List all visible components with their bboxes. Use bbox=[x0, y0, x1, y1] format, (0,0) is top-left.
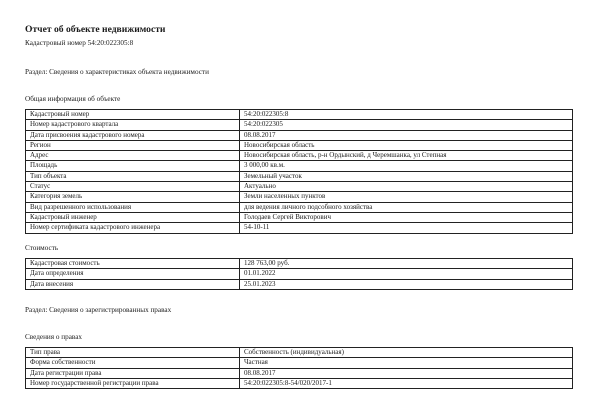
row-value: Новосибирская область, р-н Ордынский, д Черемшанка, ул Степная bbox=[240, 151, 573, 161]
cost-table bbox=[25, 258, 573, 290]
row-value: для ведения личного подсобного хозяйства bbox=[240, 202, 573, 212]
table-row bbox=[26, 358, 573, 368]
row-value: 54:20:022305 bbox=[240, 120, 573, 130]
section-rights-heading: Раздел: Сведения о зарегистрированных правах bbox=[25, 306, 172, 314]
row-label: Дата внесения bbox=[26, 279, 240, 289]
report-title: Отчет об объекте недвижимости bbox=[25, 24, 166, 35]
row-value: 54:20:022305:8-54/020/2017-1 bbox=[240, 378, 573, 388]
general-info-table-body bbox=[26, 110, 573, 234]
row-value: Собственность (индивидуальная) bbox=[240, 348, 573, 358]
row-value: Земельный участок bbox=[240, 171, 573, 181]
row-value: 54-10-11 bbox=[240, 223, 573, 233]
row-value: 08.08.2017 bbox=[240, 368, 573, 378]
row-label: Тип объекта bbox=[26, 171, 240, 181]
table-row bbox=[26, 223, 573, 233]
row-value: 128 763,00 руб. bbox=[240, 259, 573, 269]
cost-heading: Стоимость bbox=[25, 244, 59, 252]
row-value: Новосибирская область bbox=[240, 140, 573, 150]
row-value: 08.08.2017 bbox=[240, 130, 573, 140]
table-row bbox=[26, 140, 573, 150]
rights-table bbox=[25, 347, 573, 389]
table-row bbox=[26, 202, 573, 212]
row-value: 54:20:022305:8 bbox=[240, 110, 573, 120]
row-value: 01.01.2022 bbox=[240, 269, 573, 279]
row-label: Кадастровый номер bbox=[26, 110, 240, 120]
table-row bbox=[26, 130, 573, 140]
report-subtitle: Кадастровый номер 54:20:022305:8 bbox=[25, 39, 134, 47]
row-label: Кадастровый инженер bbox=[26, 212, 240, 222]
table-row bbox=[26, 110, 573, 120]
row-label: Номер государственной регистрации права bbox=[26, 378, 240, 388]
general-info-table bbox=[25, 109, 573, 234]
row-label: Вид разрешенного использования bbox=[26, 202, 240, 212]
table-row bbox=[26, 348, 573, 358]
row-value: 25.01.2023 bbox=[240, 279, 573, 289]
row-label: Регион bbox=[26, 140, 240, 150]
section-characteristics-heading: Раздел: Сведения о характеристиках объекта недвижимости bbox=[25, 68, 209, 76]
row-value: Актуально bbox=[240, 182, 573, 192]
row-value: 3 000,00 кв.м. bbox=[240, 161, 573, 171]
row-label: Номер кадастрового квартала bbox=[26, 120, 240, 130]
table-row bbox=[26, 171, 573, 181]
row-label: Дата присвоения кадастрового номера bbox=[26, 130, 240, 140]
row-label: Статус bbox=[26, 182, 240, 192]
table-row bbox=[26, 212, 573, 222]
table-row bbox=[26, 151, 573, 161]
table-row bbox=[26, 182, 573, 192]
row-label: Адрес bbox=[26, 151, 240, 161]
row-label: Категория земель bbox=[26, 192, 240, 202]
table-row bbox=[26, 192, 573, 202]
row-label: Дата определения bbox=[26, 269, 240, 279]
general-info-heading: Общая информация об объекте bbox=[25, 95, 121, 103]
row-label: Дата регистрации права bbox=[26, 368, 240, 378]
table-row bbox=[26, 161, 573, 171]
row-label: Тип права bbox=[26, 348, 240, 358]
row-label: Площадь bbox=[26, 161, 240, 171]
row-label: Номер сертификата кадастрового инженера bbox=[26, 223, 240, 233]
table-row bbox=[26, 279, 573, 289]
row-label: Форма собственности bbox=[26, 358, 240, 368]
table-row bbox=[26, 368, 573, 378]
row-value: Земли населенных пунктов bbox=[240, 192, 573, 202]
row-value: Частная bbox=[240, 358, 573, 368]
table-row bbox=[26, 378, 573, 388]
table-row bbox=[26, 120, 573, 130]
row-label: Кадастровая стоимость bbox=[26, 259, 240, 269]
rights-table-body bbox=[26, 348, 573, 389]
row-value: Голодаев Сергей Викторович bbox=[240, 212, 573, 222]
rights-heading: Сведения о правах bbox=[25, 333, 82, 341]
table-row bbox=[26, 269, 573, 279]
table-row bbox=[26, 259, 573, 269]
cost-table-body bbox=[26, 259, 573, 290]
